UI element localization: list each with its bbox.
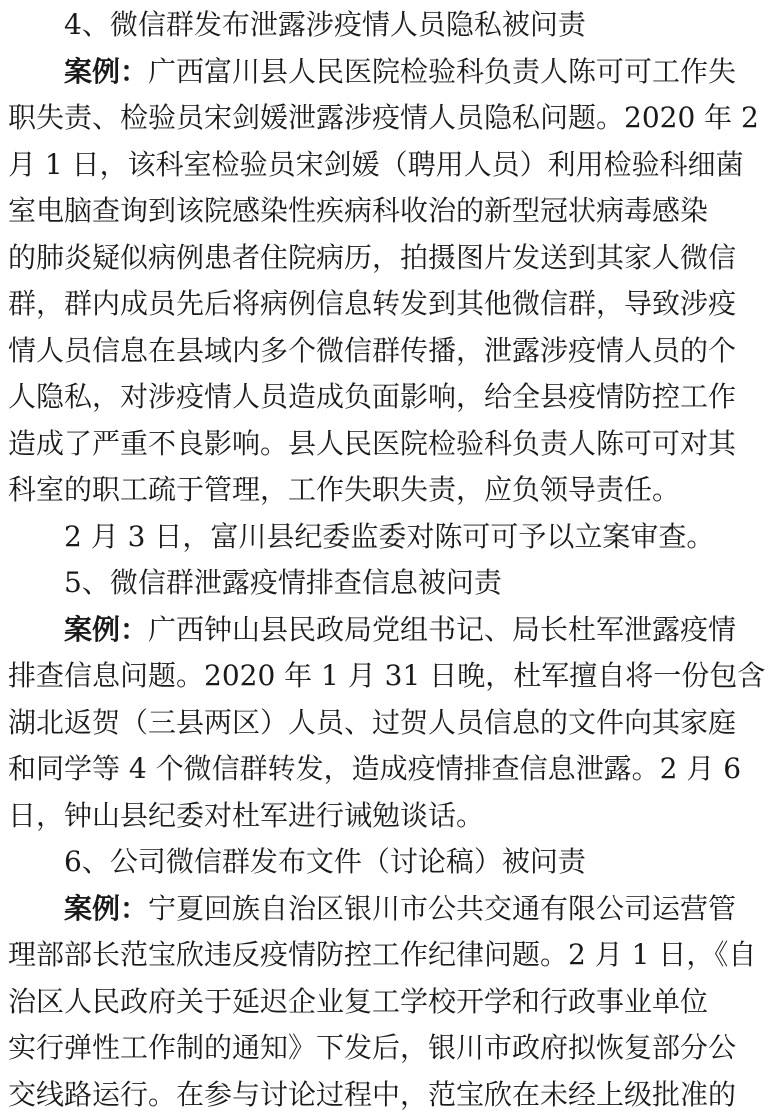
paragraph-line: 排查信息问题。2020 年 1 月 31 日晚，杜军擅自将一份包含: [8, 653, 632, 700]
paragraph-line: 交线路运行。在参与讨论过程中，范宝欣在未经上级批准的: [8, 1072, 632, 1118]
section-heading: 6、公司微信群发布文件（讨论稿）被问责: [8, 839, 632, 886]
paragraph-line: 日，钟山县纪委对杜军进行诫勉谈话。: [8, 793, 632, 840]
case-label: 案例：: [64, 613, 148, 646]
section-heading: 4、微信群发布泄露涉疫情人员隐私被问责: [8, 2, 632, 49]
paragraph-line: 湖北返贺（三县两区）人员、过贺人员信息的文件向其家庭: [8, 700, 632, 747]
case-paragraph-start: [8, 886, 632, 933]
section-heading: 5、微信群泄露疫情排查信息被问责: [8, 560, 632, 607]
paragraph-line: 的肺炎疑似病例患者住院病历，拍摄图片发送到其家人微信: [8, 235, 632, 282]
paragraph-line: 理部部长范宝欣违反疫情防控工作纪律问题。2 月 1 日，《自: [8, 932, 632, 979]
case-label: 案例：: [64, 55, 148, 88]
case-text: 广西富川县人民医院检验科负责人陈可可工作失: [148, 55, 736, 88]
paragraph-line: 群，群内成员先后将病例信息转发到其他微信群，导致涉疫: [8, 281, 632, 328]
case-label: 案例：: [64, 892, 148, 925]
paragraph-line: 职失责、检验员宋剑媛泄露涉疫情人员隐私问题。2020 年 2: [8, 95, 632, 142]
case-paragraph-start: [8, 607, 632, 654]
case-paragraph-start: [8, 49, 632, 96]
case-text: 宁夏回族自治区银川市公共交通有限公司运营管: [148, 892, 736, 925]
paragraph-line: 造成了严重不良影响。县人民医院检验科负责人陈可可对其: [8, 421, 632, 468]
paragraph-line: 室电脑查询到该院感染性疾病科收治的新型冠状病毒感染: [8, 188, 632, 235]
result-paragraph: 2 月 3 日，富川县纪委监委对陈可可予以立案审查。: [8, 514, 632, 561]
paragraph-line: 情人员信息在县域内多个微信群传播，泄露涉疫情人员的个: [8, 328, 632, 375]
paragraph-line: 科室的职工疏于管理，工作失职失责，应负领导责任。: [8, 467, 632, 514]
paragraph-line: 和同学等 4 个微信群转发，造成疫情排查信息泄露。2 月 6: [8, 746, 632, 793]
case-text: 广西钟山县民政局党组书记、局长杜军泄露疫情: [148, 613, 736, 646]
paragraph-line: 人隐私，对涉疫情人员造成负面影响，给全县疫情防控工作: [8, 374, 632, 421]
paragraph-line: 实行弹性工作制的通知》下发后，银川市政府拟恢复部分公: [8, 1025, 632, 1072]
paragraph-line: 月 1 日，该科室检验员宋剑媛（聘用人员）利用检验科细菌: [8, 142, 632, 189]
paragraph-line: 治区人民政府关于延迟企业复工学校开学和行政事业单位: [8, 979, 632, 1026]
